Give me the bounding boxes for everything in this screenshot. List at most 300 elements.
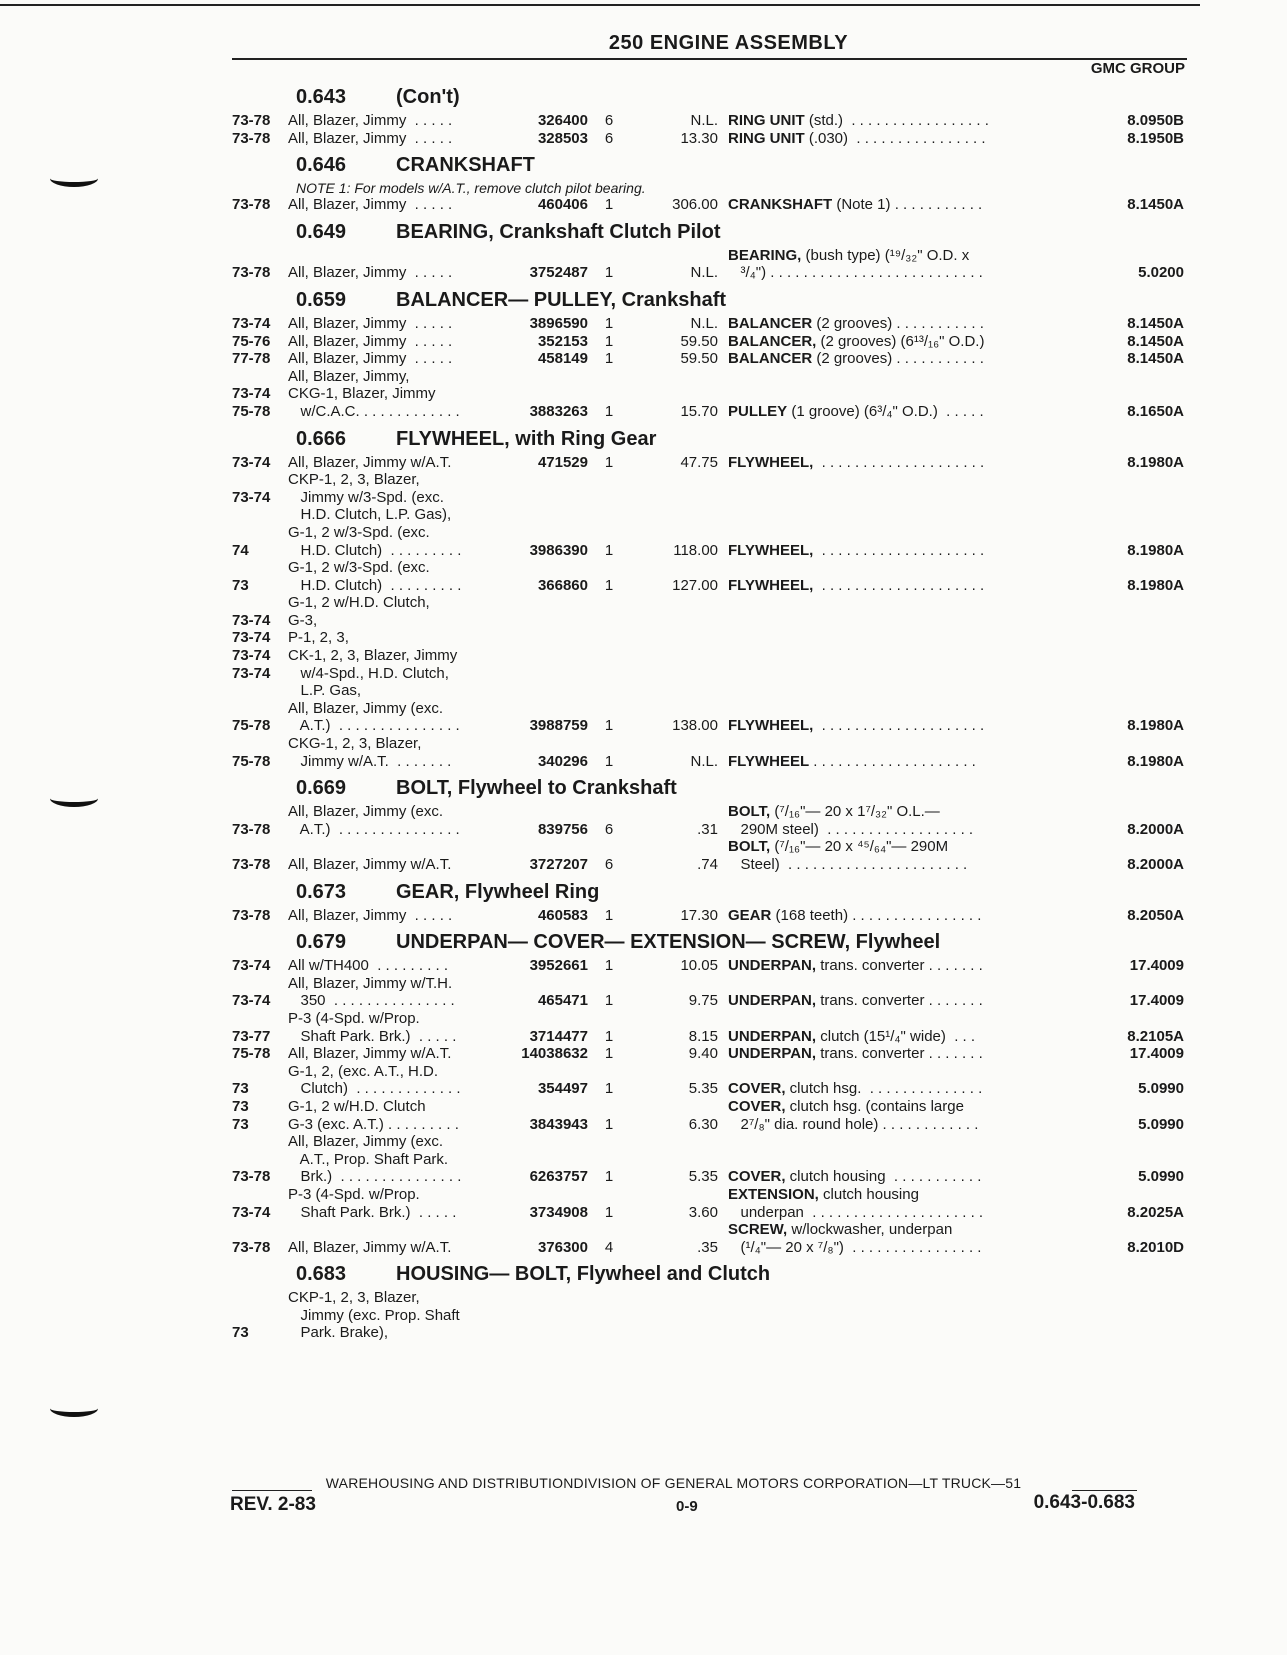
part-number: 839756 [537,820,588,838]
quantity: 1 [604,453,614,471]
quantity: 1 [604,264,614,282]
application: All, Blazer, Jimmy (exc. A.T.) . . . . . . . . . . . . . . . [288,803,460,838]
part-row [232,196,1190,214]
price: 127.00 [672,576,718,594]
quantity: 1 [604,1203,614,1221]
application: All, Blazer, Jimmy (exc. A.T., Prop. Shaft Park. Brk.) . . . . . . . . . . . . . . . [288,1133,462,1186]
part-detail: trans. converter . . . . . . . [816,957,983,975]
section-0-679 [232,927,1190,1256]
part-detail: (Note 1) . . . . . . . . . . . [832,196,983,214]
part-number: 354497 [537,1080,588,1098]
part-name: BOLT, [728,838,771,856]
section-0-666 [232,424,1190,771]
part-row [232,1063,1190,1098]
price: 306.00 [672,196,718,214]
description [728,542,1034,560]
part-number: 3988759 [529,717,588,735]
section-0-646 [232,150,1190,214]
model-years: 73-78 [232,820,271,838]
price: .74 [697,856,718,873]
part-row [232,957,1190,975]
part-detail: (⁷/₁₆"— 20 x ⁴⁵/₆₄"— 290M Steel) . . . . . . . . . . . . . . . . . . . . . . [740,838,968,873]
description [728,333,1034,351]
application: All, Blazer, Jimmy . . . . . [288,196,453,214]
part-name: FLYWHEEL, [728,453,814,471]
group-number: 8.2000A [1127,856,1184,873]
group-number: 8.1980A [1127,541,1184,559]
part-row [232,735,1190,770]
description [728,1045,1034,1063]
description [728,1186,1034,1221]
model-years: 73-74 [232,992,271,1010]
part-detail: (.030) . . . . . . . . . . . . . . . . [804,129,986,147]
price: 118.00 [673,541,718,559]
part-row [232,1289,1190,1342]
part-detail: (std.) . . . . . . . . . . . . . . . . . [804,112,989,129]
group-number: 5.0200 [1138,264,1184,282]
part-detail: (2 grooves) (6¹³/₁₆" O.D.) [816,332,985,350]
parts-list [232,82,1190,1345]
model-years: 73-74 73-74 73-74 73-74 75-78 [232,611,271,735]
part-number: 3843943 [529,1115,588,1133]
footer-rule-right [1072,1490,1137,1491]
part-number: 3727207 [529,856,588,873]
part-detail: clutch housing underpan . . . . . . . . . . . . . . . . . . . . . [740,1185,984,1221]
description [728,315,1034,333]
part-detail: (bush type) (¹⁹/₃₂" O.D. x ³/₄") . . . . . . . . . . . . . . . . . . . . . . . . . . [740,246,983,282]
application: All w/TH400 . . . . . . . . . [288,957,449,975]
model-years: 73-78 [232,264,271,282]
part-row [232,907,1190,925]
group-column-header: GMC GROUP [1090,60,1185,77]
part-name: EXTENSION, [728,1185,819,1203]
part-row [232,130,1190,148]
part-row [232,333,1190,351]
quantity: 1 [604,314,614,332]
binder-hole-mark [50,790,98,807]
part-number: 460583 [537,906,588,924]
model-years: 73-74 75-78 [232,385,271,420]
part-detail: (168 teeth) . . . . . . . . . . . . . . . . [771,906,982,924]
group-number: 8.1980A [1127,752,1184,770]
group-number: 17.4009 [1129,992,1184,1010]
part-number: 3714477 [529,1027,588,1045]
quantity: 1 [604,1045,614,1063]
section-heading [232,927,1190,957]
model-years: 73 [232,1080,249,1098]
part-number: 352153 [537,332,588,350]
part-row [232,803,1190,838]
price: 6.30 [688,1115,718,1133]
part-number: 328503 [537,129,588,147]
price: 5.35 [688,1080,718,1098]
model-years: 73 [232,576,249,594]
group-number: 8.2105A [1127,1027,1184,1045]
part-name: FLYWHEEL, [728,717,814,735]
part-detail: (⁷/₁₆"— 20 x 1⁷/₃₂" O.L.— 290M steel) . . . . . . . . . . . . . . . . . . [740,803,974,838]
quantity: 1 [604,576,614,594]
part-name: COVER, [728,1168,786,1186]
part-row [232,368,1190,421]
part-row [232,1221,1190,1256]
price: 3.60 [688,1203,718,1221]
group-number: 17.4009 [1129,957,1184,975]
part-number: 3896590 [529,314,588,332]
revision-label: REV. 2-83 [230,1494,316,1515]
section-number: 0.669 [296,777,347,800]
quantity: 6 [604,820,614,838]
section-0-659 [232,285,1190,421]
quantity: 4 [604,1238,614,1256]
description [728,196,1034,214]
part-row [232,594,1190,735]
part-name: BALANCER [728,350,813,368]
part-detail: clutch (15¹/₄" wide) . . . [816,1027,976,1045]
price: 8.15 [688,1027,718,1045]
description [728,130,1034,148]
section-range: 0.643-0.683 [1033,1492,1135,1513]
price: .35 [697,1238,718,1256]
section-title: UNDERPAN— COVER— EXTENSION— SCREW, Flywheel [396,931,941,954]
page-title: 250 ENGINE ASSEMBLY [608,32,849,54]
group-number: 5.0990 [1138,1080,1184,1098]
price: 9.75 [688,992,718,1010]
model-years: 73-77 [232,1027,271,1045]
price: N.L. [690,264,718,282]
application: P-3 (4-Spd. w/Prop. Shaft Park. Brk.) . . . . . [288,1009,457,1045]
part-row [232,350,1190,368]
application: All, Blazer, Jimmy . . . . . [288,906,453,924]
application: All, Blazer, Jimmy . . . . . [288,264,453,282]
application: All, Blazer, Jimmy w/A.T. [288,856,452,873]
section-number: 0.666 [296,427,347,450]
section-title: (Con't) [396,86,460,108]
part-name: COVER, [728,1097,786,1115]
model-years: 73-74 [232,1203,271,1221]
quantity: 1 [604,541,614,559]
part-detail: . . . . . . . . . . . . . . . . . . . . [813,453,985,471]
section-title: BEARING, Crankshaft Clutch Pilot [396,220,721,243]
quantity: 1 [604,906,614,924]
application: All, Blazer, Jimmy . . . . . [288,350,453,368]
section-heading [232,285,1190,315]
quantity: 1 [604,1168,614,1186]
quantity: 1 [604,752,614,770]
part-name: UNDERPAN, [728,1027,817,1045]
section-heading [232,82,1190,112]
group-number: 5.0990 [1138,1115,1184,1133]
price: 15.70 [680,402,718,420]
part-name: UNDERPAN, [728,957,817,975]
group-number: 5.0990 [1138,1168,1184,1186]
group-number: 8.1450A [1127,314,1184,332]
part-name: FLYWHEEL [728,752,810,770]
part-number: 14038632 [521,1045,588,1063]
model-years: 73-74 [232,453,271,471]
description [728,992,1034,1010]
description [728,753,1034,771]
section-number: 0.643 [296,86,347,108]
binder-hole-mark [50,170,98,187]
part-detail: . . . . . . . . . . . . . . . . . . . . [813,576,985,594]
quantity: 1 [604,402,614,420]
top-border [0,4,1200,6]
application: All, Blazer, Jimmy . . . . . [288,112,453,129]
model-years: 73-78 [232,112,271,129]
part-detail: (2 grooves) . . . . . . . . . . . [812,350,984,368]
application: All, Blazer, Jimmy, CKG-1, Blazer, Jimmy w/C.A.C. . . . . . . . . . . . . [288,367,460,420]
description [728,247,1034,282]
description [728,1028,1034,1046]
part-name: FLYWHEEL, [728,541,814,559]
part-number: 465471 [537,992,588,1010]
part-detail: . . . . . . . . . . . . . . . . . . . . [813,541,985,559]
price: N.L. [690,752,718,770]
part-name: BALANCER [728,314,813,332]
part-number: 3986390 [529,541,588,559]
description [728,1221,1034,1256]
part-name: RING UNIT [728,112,805,129]
section-0-669 [232,773,1190,873]
price: 13.30 [680,129,718,147]
quantity: 1 [604,1027,614,1045]
section-number: 0.649 [296,220,347,243]
section-0-683 [232,1259,1190,1342]
footer-rule-left [232,1490,312,1491]
model-years: 73-74 [232,957,271,975]
description [728,1080,1034,1098]
part-row [232,975,1190,1010]
group-number: 8.1450A [1127,196,1184,214]
group-number: 8.1450A [1127,332,1184,350]
group-number: 8.2025A [1127,1203,1184,1221]
part-row [232,1045,1190,1063]
quantity: 1 [604,196,614,214]
description [728,112,1034,130]
group-number: 17.4009 [1129,1045,1184,1063]
part-name: BEARING, [728,246,802,264]
part-row [232,247,1190,282]
section-title: GEAR, Flywheel Ring [396,880,600,903]
part-number: 458149 [537,350,588,368]
part-name: RING UNIT [728,129,805,147]
section-title: CRANKSHAFT [396,154,535,177]
part-number: 3883263 [529,402,588,420]
application: CKG-1, 2, 3, Blazer, Jimmy w/A.T. . . . . . . . [288,735,452,770]
part-row [232,471,1190,559]
group-number: 8.1650A [1127,402,1184,420]
section-heading [232,773,1190,803]
group-number: 8.2010D [1127,1238,1184,1256]
application: CKP-1, 2, 3, Blazer, Jimmy (exc. Prop. Shaft Park. Brake), [288,1289,460,1342]
price: 9.40 [688,1045,718,1063]
part-number: 471529 [537,453,588,471]
price: 47.75 [680,453,718,471]
description [728,403,1034,421]
section-number: 0.683 [296,1263,347,1286]
part-name: PULLEY [728,402,788,420]
section-title: BOLT, Flywheel to Crankshaft [396,777,677,800]
part-row [232,315,1190,333]
price: N.L. [690,314,718,332]
application: All, Blazer, Jimmy w/A.T. [288,453,452,471]
application: All, Blazer, Jimmy . . . . . [288,314,453,332]
section-heading [232,877,1190,907]
quantity: 1 [604,717,614,735]
price: 17.30 [680,906,718,924]
model-years: 73-78 [232,856,271,873]
application: G-1, 2 w/H.D. Clutch G-3 (exc. A.T.) . . . . . . . . . [288,1097,459,1133]
section-0-673 [232,877,1190,925]
part-name: GEAR [728,906,772,924]
part-name: FLYWHEEL, [728,576,814,594]
part-row [232,454,1190,472]
part-name: SCREW, [728,1221,788,1239]
part-name: UNDERPAN, [728,992,817,1010]
description [728,350,1034,368]
section-0-649 [232,217,1190,282]
description [728,838,1034,873]
part-detail: trans. converter . . . . . . . [816,1045,983,1063]
model-years: 75-76 [232,332,271,350]
model-years: 75-78 [232,752,271,770]
section-heading [232,150,1190,180]
section-note: NOTE 1: For models w/A.T., remove clutch pilot bearing. [296,180,646,197]
part-detail: w/lockwasher, underpan (¹/₄"— 20 x ⁷/₈") . . . . . . . . . . . . . . . . [740,1221,982,1256]
quantity: 1 [604,1080,614,1098]
group-number: 8.1980A [1127,717,1184,735]
footer-publisher: WAREHOUSING AND DISTRIBUTIONDIVISION OF GENERAL MOTORS CORPORATION—LT TRUCK—51 [325,1475,1022,1491]
description [728,454,1034,472]
quantity: 1 [604,992,614,1010]
application: P-3 (4-Spd. w/Prop. Shaft Park. Brk.) . . . . . [288,1185,457,1221]
group-number: 8.1980A [1127,576,1184,594]
quantity: 1 [604,332,614,350]
application: All, Blazer, Jimmy w/A.T. [288,1238,452,1256]
part-detail: trans. converter . . . . . . . [816,992,983,1010]
part-name: COVER, [728,1080,786,1098]
application: All, Blazer, Jimmy w/A.T. [288,1045,452,1063]
application: All, Blazer, Jimmy . . . . . [288,129,453,147]
group-number: 8.0950B [1127,112,1184,129]
application: All, Blazer, Jimmy . . . . . [288,332,453,350]
model-years: 73 [232,1324,249,1342]
part-row [232,1098,1190,1133]
part-name: UNDERPAN, [728,1045,817,1063]
price: 59.50 [680,350,718,368]
group-number: 8.2000A [1127,820,1184,838]
part-number: 326400 [537,112,588,129]
model-years: 73-78 [232,906,271,924]
description [728,957,1034,975]
section-heading [232,424,1190,454]
model-years: 73-78 [232,196,271,214]
price: 59.50 [680,332,718,350]
price: 5.35 [688,1168,718,1186]
part-detail: clutch hsg. . . . . . . . . . . . . . . [785,1080,983,1098]
group-number: 8.1950B [1127,129,1184,147]
part-row [232,1010,1190,1045]
quantity: 6 [604,112,614,129]
part-detail: (2 grooves) . . . . . . . . . . . [812,314,984,332]
quantity: 1 [604,1115,614,1133]
description [728,577,1034,595]
application: All, Blazer, Jimmy w/T.H. 350 . . . . . . . . . . . . . . . [288,974,455,1010]
group-number: 8.1450A [1127,350,1184,368]
part-number: 3734908 [529,1203,588,1221]
part-number: 3752487 [529,264,588,282]
part-name: BALANCER, [728,332,817,350]
quantity: 1 [604,957,614,975]
section-number: 0.659 [296,288,347,311]
binder-hole-mark [50,1400,98,1417]
model-years: 73 73 [232,1097,249,1133]
section-number: 0.646 [296,154,347,177]
application: G-1, 2 w/H.D. Clutch, G-3, P-1, 2, 3, CK-1, 2, 3, Blazer, Jimmy w/4-Spd., H.D. Clutch, L.P. Gas, All, Blazer, Jimmy (exc. A.T.) . . . . . . . . . . . . . . . [288,594,460,735]
model-years: 75-78 [232,1045,271,1063]
header-rule [232,58,1187,60]
description [728,717,1034,735]
part-row [232,1133,1190,1186]
part-detail: . . . . . . . . . . . . . . . . . . . . [813,717,985,735]
application: CKP-1, 2, 3, Blazer, Jimmy w/3-Spd. (exc. H.D. Clutch, L.P. Gas), G-1, 2 w/3-Spd. (exc. H.D. Clutch) . . . . . . . . . [288,471,462,559]
price: .31 [697,820,718,838]
part-number: 366860 [537,576,588,594]
section-0-643 [232,82,1190,147]
model-years: 73-78 [232,1168,271,1186]
section-title: HOUSING— BOLT, Flywheel and Clutch [396,1263,771,1286]
section-heading [232,217,1190,247]
part-row [232,559,1190,594]
part-number: 340296 [537,752,588,770]
part-name: BOLT, [728,803,771,821]
quantity: 1 [604,350,614,368]
quantity: 6 [604,129,614,147]
part-number: 460406 [537,196,588,214]
part-detail: . . . . . . . . . . . . . . . . . . . . [809,752,976,770]
model-years: 73-74 [232,314,271,332]
application: G-1, 2 w/3-Spd. (exc. H.D. Clutch) . . . . . . . . . [288,559,462,594]
part-number: 376300 [537,1238,588,1256]
part-number: 6263757 [529,1168,588,1186]
model-years: 73-74 74 [232,488,271,559]
section-title: BALANCER— PULLEY, Crankshaft [396,288,727,311]
application: G-1, 2, (exc. A.T., H.D. Clutch) . . . . . . . . . . . . . [288,1062,461,1098]
price: 10.05 [680,957,718,975]
part-number: 3952661 [529,957,588,975]
page-number: 0-9 [676,1498,698,1515]
model-years: 73-78 [232,1238,271,1256]
group-number: 8.1980A [1127,453,1184,471]
price: N.L. [690,112,718,129]
model-years: 77-78 [232,350,271,368]
part-detail: clutch hsg. (contains large 2⁷/₈" dia. round hole) . . . . . . . . . . . . [740,1097,979,1133]
group-number: 8.2050A [1127,906,1184,924]
part-detail: (1 groove) (6³/₄" O.D.) . . . . . [787,402,984,420]
description [728,1168,1034,1186]
quantity: 6 [604,856,614,873]
model-years: 73-78 [232,129,271,147]
price: 138.00 [672,717,718,735]
part-name: CRANKSHAFT [728,196,833,214]
section-heading [232,1259,1190,1289]
description [728,907,1034,925]
section-number: 0.679 [296,931,347,954]
section-number: 0.673 [296,880,347,903]
description [728,803,1034,838]
section-title: FLYWHEEL, with Ring Gear [396,427,657,450]
part-row [232,838,1190,873]
